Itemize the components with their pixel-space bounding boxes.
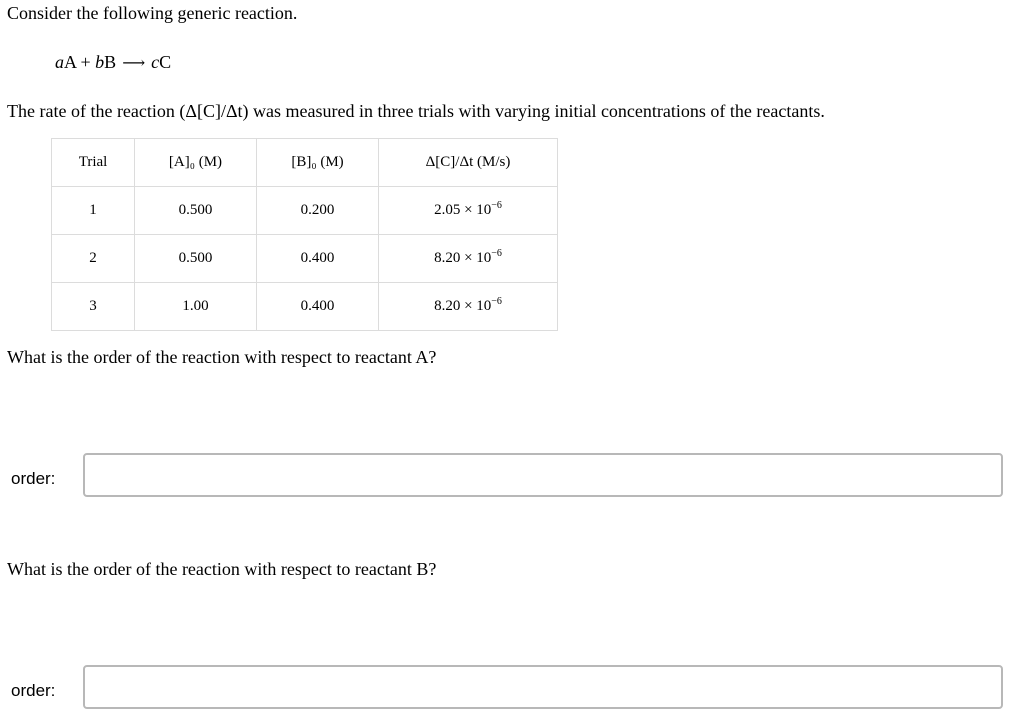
cell-rate — [379, 187, 558, 235]
coef-b: b — [95, 52, 105, 72]
rate-mantissa: 8.20 × 10 — [434, 250, 492, 266]
table-row — [52, 187, 558, 235]
table-row — [52, 235, 558, 283]
header-a-conc: [A]₀ (M) — [135, 139, 257, 187]
species-b: B — [104, 52, 117, 72]
cell-b-conc: 0.400 — [257, 235, 379, 283]
plus-sign: + — [76, 52, 96, 72]
species-a: A — [64, 52, 77, 72]
cell-trial: 1 — [52, 187, 135, 235]
table-row — [52, 283, 558, 331]
order-a-label: order: — [11, 469, 56, 488]
cell-trial: 3 — [52, 283, 135, 331]
header-trial: Trial — [52, 139, 135, 187]
rate-description: The rate of the reaction (Δ[C]/Δt) was measured in three trials with varying initial concentrations of the reactants. — [7, 101, 825, 121]
rate-mantissa: 8.20 × 10 — [434, 298, 492, 314]
cell-rate — [379, 283, 558, 331]
table-header-row — [52, 139, 558, 187]
cell-b-conc: 0.400 — [257, 283, 379, 331]
coef-a: a — [55, 52, 64, 72]
order-a-input[interactable] — [83, 453, 1003, 497]
cell-a-conc: 0.500 — [135, 235, 257, 283]
reaction-equation — [55, 52, 171, 73]
question-order-b: What is the order of the reaction with respect to reactant B? — [7, 559, 437, 579]
cell-a-conc: 1.00 — [135, 283, 257, 331]
rate-mantissa: 2.05 × 10 — [434, 202, 492, 218]
header-b-conc: [B]₀ (M) — [257, 139, 379, 187]
order-b-label: order: — [11, 681, 56, 700]
rate-exponent: −6 — [491, 296, 502, 307]
intro-text: Consider the following generic reaction. — [7, 3, 298, 23]
rate-data-table — [51, 138, 558, 331]
coef-c: c — [151, 52, 160, 72]
question-order-a: What is the order of the reaction with respect to reactant A? — [7, 347, 437, 367]
cell-rate — [379, 235, 558, 283]
header-rate: Δ[C]/Δt (M/s) — [379, 139, 558, 187]
rate-exponent: −6 — [491, 248, 502, 259]
rate-exponent: −6 — [491, 200, 502, 211]
order-b-input[interactable] — [83, 665, 1003, 709]
cell-a-conc: 0.500 — [135, 187, 257, 235]
species-c: C — [159, 52, 172, 72]
reaction-arrow: ⟶ — [122, 55, 146, 72]
cell-trial: 2 — [52, 235, 135, 283]
cell-b-conc: 0.200 — [257, 187, 379, 235]
